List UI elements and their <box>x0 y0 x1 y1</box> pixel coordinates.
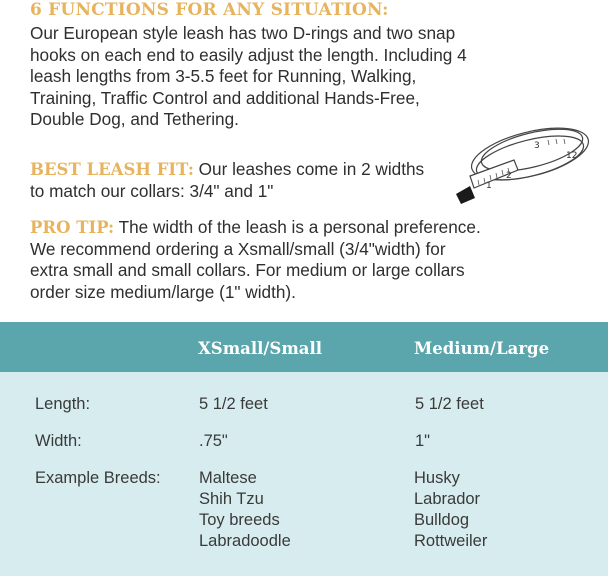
best-fit-lead: BEST LEASH FIT: <box>30 160 194 179</box>
functions-line: hooks on each end to easily adjust the length. Including 4 <box>30 44 467 65</box>
breed-item: Husky <box>414 469 460 487</box>
best-fit-paragraph <box>30 159 424 202</box>
tape-mark: 12 <box>566 151 578 161</box>
cell-width-large: 1" <box>415 432 431 450</box>
functions-heading: 6 FUNCTIONS FOR ANY SITUATION: <box>30 0 389 20</box>
functions-line: Our European style leash has two D-rings and two snap <box>30 23 456 43</box>
breed-item: Rottweiler <box>414 532 488 550</box>
pro-tip-line: order size medium/large (1" width). <box>30 281 296 302</box>
functions-line: Double Dog, and Tethering. <box>30 109 239 129</box>
size-table <box>0 322 608 576</box>
row-label-example-breeds: Example Breeds: <box>35 469 161 487</box>
pro-tip-line: extra small and small collars. For medium or large collars <box>30 260 465 280</box>
best-fit-text: Our leashes come in 2 widths <box>193 159 425 179</box>
tape-mark: 1 <box>486 181 492 191</box>
pro-tip-line: We recommend ordering a Xsmall/small (3/4"width) for <box>30 238 446 259</box>
functions-line: leash lengths from 3-5.5 feet for Running, Walking, <box>30 66 417 86</box>
cell-breeds-large <box>414 468 487 552</box>
breed-item: Bulldog <box>414 511 470 529</box>
breed-item: Maltese <box>199 469 257 487</box>
cell-breeds-small <box>199 468 291 552</box>
row-label-length: Length: <box>35 395 91 413</box>
cell-length-small: 5 1/2 feet <box>199 395 268 413</box>
column-header-xsmall-small: XSmall/Small <box>198 339 323 358</box>
row-label-width: Width: <box>35 432 82 450</box>
best-fit-text-line2: to match our collars: 3/4" and 1" <box>30 180 274 201</box>
cell-length-large: 5 1/2 feet <box>415 395 484 413</box>
pro-tip-lead: PRO TIP: <box>30 218 115 237</box>
cell-width-small: .75" <box>199 432 228 450</box>
tape-mark: 3 <box>534 141 540 151</box>
breed-item: Shih Tzu <box>199 490 264 508</box>
table-header-row <box>0 322 608 372</box>
breed-item: Toy breeds <box>199 511 280 529</box>
pro-tip-text: The width of the leash is a personal preference. <box>114 217 481 237</box>
column-header-medium-large: Medium/Large <box>414 339 550 358</box>
pro-tip-paragraph <box>30 217 481 303</box>
functions-paragraph <box>30 23 467 131</box>
functions-line: Training, Traffic Control and additional Hands-Free, <box>30 87 420 108</box>
breed-item: Labradoodle <box>199 532 291 550</box>
tape-mark: 2 <box>506 171 512 181</box>
measuring-tape-icon <box>448 118 596 206</box>
breed-item: Labrador <box>414 490 481 508</box>
